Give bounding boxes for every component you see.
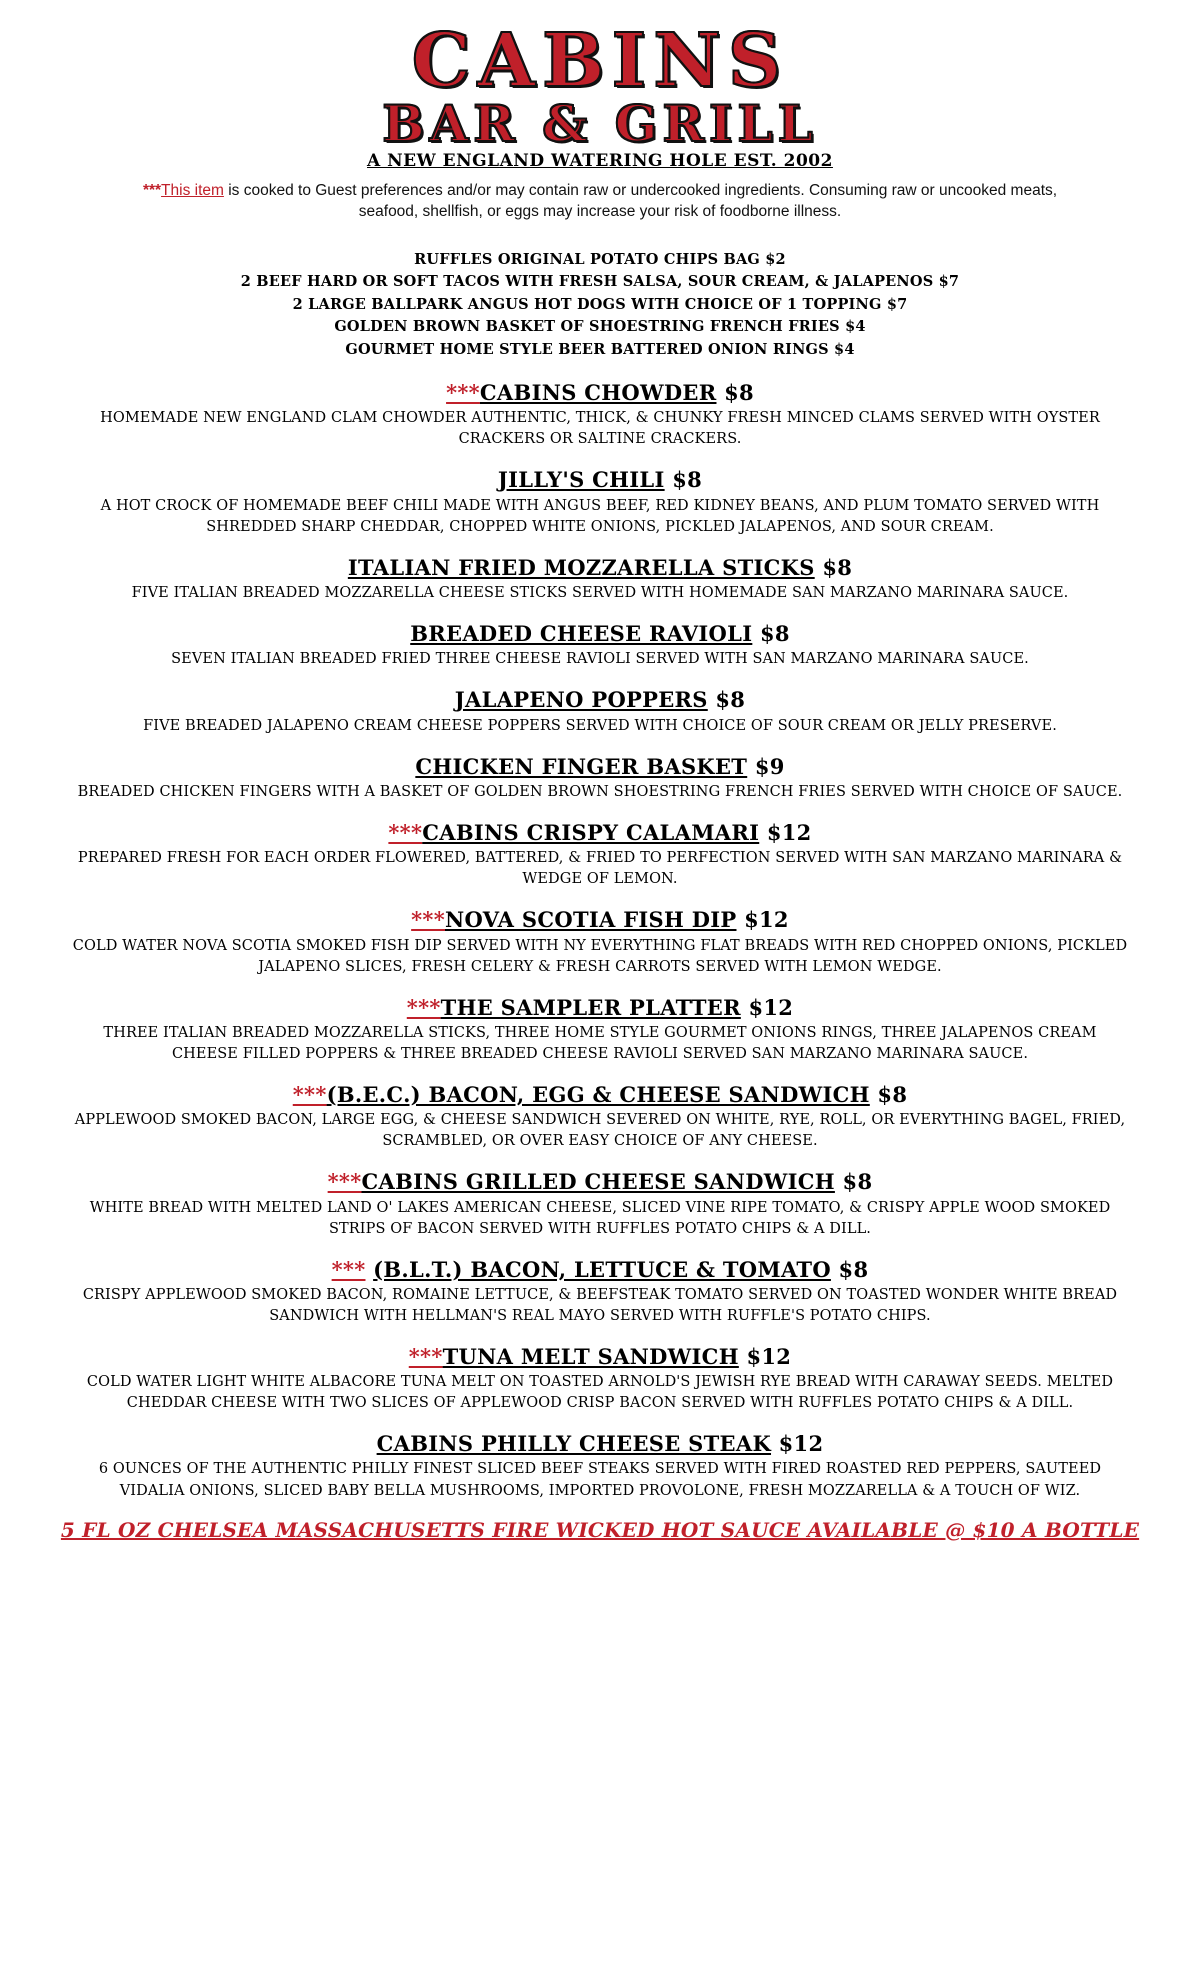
menu-item-stars: ***: [388, 819, 423, 845]
menu-item-name: JILLY'S CHILI: [497, 467, 665, 493]
menu-items: [60, 379, 1140, 1502]
snack-item: RUFFLES ORIGINAL POTATO CHIPS BAG $2: [414, 250, 786, 268]
menu-item-price: $12: [778, 1431, 824, 1457]
menu-item-name: THE SAMPLER PLATTER: [440, 994, 741, 1020]
menu-item-description: CRISPY APPLEWOOD SMOKED BACON, ROMAINE LETTUCE, & BEEFSTEAK TOMATO SERVED ON TOASTED WONDER WHITE BREAD SANDWICH WITH HELLMAN'S REAL MAYO SERVED WITH RUFFLE'S POTATO CHIPS.: [82, 1286, 1118, 1324]
disclaimer-emphasis: This item: [161, 181, 224, 199]
snack-item: 2 BEEF HARD OR SOFT TACOS WITH FRESH SALSA, SOUR CREAM, & JALAPENOS $7: [240, 273, 960, 291]
disclaimer-stars: ***: [142, 181, 162, 199]
menu-item-name: BREADED CHEESE RAVIOLI: [410, 620, 753, 646]
menu-item-title: [60, 1081, 1140, 1108]
menu-item-price: $8: [842, 1169, 873, 1195]
menu-item: [60, 819, 1140, 890]
menu-item-stars: ***: [327, 1169, 362, 1195]
menu-item: [60, 1430, 1140, 1501]
menu-item-name: CABINS CRISPY CALAMARI: [422, 819, 760, 845]
menu-item-description: 6 OUNCES OF THE AUTHENTIC PHILLY FINEST SLICED BEEF STEAKS SERVED WITH FIRED ROASTED RED PEPPERS, SAUTEED VIDALIA ONIONS, SLICED BABY BELLA MUSHROOMS, IMPORTED PROVOLONE, FRESH MOZZARELLA & A TOUCH OF WIZ.: [98, 1461, 1102, 1499]
logo-line-1: CABINS: [411, 18, 789, 104]
menu-item-title: [60, 686, 1140, 713]
menu-item-description: PREPARED FRESH FOR EACH ORDER FLOWERED, BATTERED, & FRIED TO PERFECTION SERVED WITH SAN MARZANO MARINARA & WEDGE OF LEMON.: [77, 850, 1123, 888]
menu-item-price: $8: [715, 687, 746, 713]
menu-item-title: [60, 379, 1140, 406]
menu-item-name: ITALIAN FRIED MOZZARELLA STICKS: [347, 554, 815, 580]
menu-item-description: SEVEN ITALIAN BREADED FRIED THREE CHEESE RAVIOLI SERVED WITH SAN MARZANO MARINARA SAUCE.: [171, 651, 1029, 668]
menu-item-stars: ***: [411, 907, 445, 933]
menu-item-title: [60, 994, 1140, 1021]
menu-item-stars: ***: [292, 1081, 327, 1107]
menu-item-title: [60, 753, 1140, 780]
menu-item-description: HOMEMADE NEW ENGLAND CLAM CHOWDER AUTHENTIC, THICK, & CHUNKY FRESH MINCED CLAMS SERVED WITH OYSTER CRACKERS OR SALTINE CRACKERS.: [100, 410, 1100, 448]
menu-item-price: $12: [766, 819, 812, 845]
menu-item-title: [60, 466, 1140, 493]
menu-item-description: BREADED CHICKEN FINGERS WITH A BASKET OF GOLDEN BROWN SHOESTRING FRENCH FRIES SERVED WITH CHOICE OF SAUCE.: [77, 783, 1123, 800]
menu-item-name: (B.E.C.) BACON, EGG & CHEESE SANDWICH: [326, 1081, 870, 1107]
menu-item-description: A HOT CROCK OF HOMEMADE BEEF CHILI MADE WITH ANGUS BEEF, RED KIDNEY BEANS, AND PLUM TOMATO SERVED WITH SHREDDED SHARP CHEDDAR, CHOPPED WHITE ONIONS, PICKLED JALAPENOS, AND SOUR CREAM.: [100, 497, 1100, 535]
menu-item-name: NOVA SCOTIA FISH DIP: [444, 907, 737, 933]
hot-sauce-footer: 5 FL OZ CHELSEA MASSACHUSETTS FIRE WICKED HOT SAUCE AVAILABLE @ $10 A BOTTLE: [60, 1517, 1140, 1542]
menu-item-price: $8: [672, 467, 703, 493]
menu-item-price: $9: [754, 753, 785, 779]
logo-line-2: BAR & GRILL: [382, 94, 818, 154]
menu-item-description: COLD WATER NOVA SCOTIA SMOKED FISH DIP SERVED WITH NY EVERYTHING FLAT BREADS WITH RED CHOPPED ONIONS, PICKLED JALAPENO SLICES, FRESH CELERY & FRESH CARROTS SERVED WITH LEMON WEDGE.: [72, 937, 1128, 975]
menu-item-price: $8: [838, 1256, 869, 1282]
menu-item-description: APPLEWOOD SMOKED BACON, LARGE EGG, & CHEESE SANDWICH SEVERED ON WHITE, RYE, ROLL, OR EVERYTHING BAGEL, FRIED, SCRAMBLED, OR OVER EASY CHOICE OF ANY CHEESE.: [74, 1112, 1126, 1150]
menu-item-name: JALAPENO POPPERS: [454, 687, 708, 713]
menu-item-name: CABINS PHILLY CHEESE STEAK: [376, 1431, 772, 1457]
menu-item-name: CABINS CHOWDER: [479, 379, 717, 405]
restaurant-tagline: A NEW ENGLAND WATERING HOLE EST. 2002: [367, 150, 833, 171]
menu-item-price: $8: [724, 379, 754, 405]
snacks-list: [60, 249, 1140, 361]
menu-item-price: $8: [759, 620, 790, 646]
menu-item-description: FIVE BREADED JALAPENO CREAM CHEESE POPPERS SERVED WITH CHOICE OF SOUR CREAM OR JELLY PRESERVE.: [143, 717, 1057, 734]
menu-item-stars: ***: [406, 994, 441, 1020]
menu-item-title: [60, 554, 1140, 581]
menu-item: [60, 620, 1140, 670]
menu-item-price: $12: [744, 907, 789, 933]
menu-item: [60, 1168, 1140, 1239]
menu-item-name: (B.L.T.) BACON, LETTUCE & TOMATO: [373, 1256, 831, 1282]
menu-item: [60, 466, 1140, 537]
menu-item-name: CHICKEN FINGER BASKET: [415, 753, 748, 779]
restaurant-logo: [60, 18, 1140, 171]
snack-item: GOLDEN BROWN BASKET OF SHOESTRING FRENCH FRIES $4: [334, 318, 866, 336]
menu-item-name: CABINS GRILLED CHEESE SANDWICH: [361, 1169, 835, 1195]
menu-item: [60, 379, 1140, 450]
menu-item-description: FIVE ITALIAN BREADED MOZZARELLA CHEESE STICKS SERVED WITH HOMEMADE SAN MARZANO MARINARA SAUCE.: [131, 584, 1069, 601]
menu-item-title: [60, 620, 1140, 647]
snack-item: GOURMET HOME STYLE BEER BATTERED ONION RINGS $4: [345, 340, 855, 358]
menu-item: [60, 753, 1140, 803]
menu-item-description: COLD WATER LIGHT WHITE ALBACORE TUNA MELT ON TOASTED ARNOLD'S JEWISH RYE BREAD WITH CARAWAY SEEDS. MELTED CHEDDAR CHEESE WITH TWO SLICES OF APPLEWOOD CRISP BACON SERVED WITH RUFFLES POTATO CHIPS & A DILL.: [86, 1374, 1114, 1412]
allergen-disclaimer: [120, 181, 1080, 223]
menu-item-title: [60, 819, 1140, 846]
menu-item-title: [60, 1343, 1140, 1370]
menu-item-price: $12: [748, 994, 794, 1020]
menu-item: [60, 1081, 1140, 1152]
menu-item-price: $8: [877, 1081, 908, 1107]
menu-item: [60, 1343, 1140, 1414]
menu-item-title: [60, 906, 1140, 933]
menu-item-stars: ***: [331, 1256, 366, 1282]
menu-item-title: [60, 1256, 1140, 1283]
menu-item: [60, 906, 1140, 977]
menu-item: [60, 994, 1140, 1065]
menu-item-stars: ***: [408, 1343, 443, 1369]
menu-item-title: [60, 1168, 1140, 1195]
menu-item-title: [60, 1430, 1140, 1457]
menu-item-price: $8: [822, 554, 853, 580]
disclaimer-text: is cooked to Guest preferences and/or may contain raw or undercooked ingredients. Consuming raw or uncooked meats, seafood, shellfish, or eggs may increase your risk of foodborne illness.: [223, 181, 1058, 220]
menu-item-description: THREE ITALIAN BREADED MOZZARELLA STICKS, THREE HOME STYLE GOURMET ONIONS RINGS, THREE JALAPENOS CREAM CHEESE FILLED POPPERS & THREE BREADED CHEESE RAVIOLI SERVED SAN MARZANO MARINARA SAUCE.: [103, 1024, 1097, 1062]
menu-item-name: TUNA MELT SANDWICH: [442, 1343, 739, 1369]
menu-item: [60, 1256, 1140, 1327]
menu-item-description: WHITE BREAD WITH MELTED LAND O' LAKES AMERICAN CHEESE, SLICED VINE RIPE TOMATO, & CRISPY APPLE WOOD SMOKED STRIPS OF BACON SERVED WITH RUFFLES POTATO CHIPS & A DILL.: [89, 1199, 1111, 1237]
menu-item: [60, 686, 1140, 736]
menu-item-price: $12: [746, 1343, 792, 1369]
menu-item-stars: ***: [446, 379, 480, 405]
menu-item: [60, 554, 1140, 604]
snack-item: 2 LARGE BALLPARK ANGUS HOT DOGS WITH CHOICE OF 1 TOPPING $7: [292, 295, 908, 313]
